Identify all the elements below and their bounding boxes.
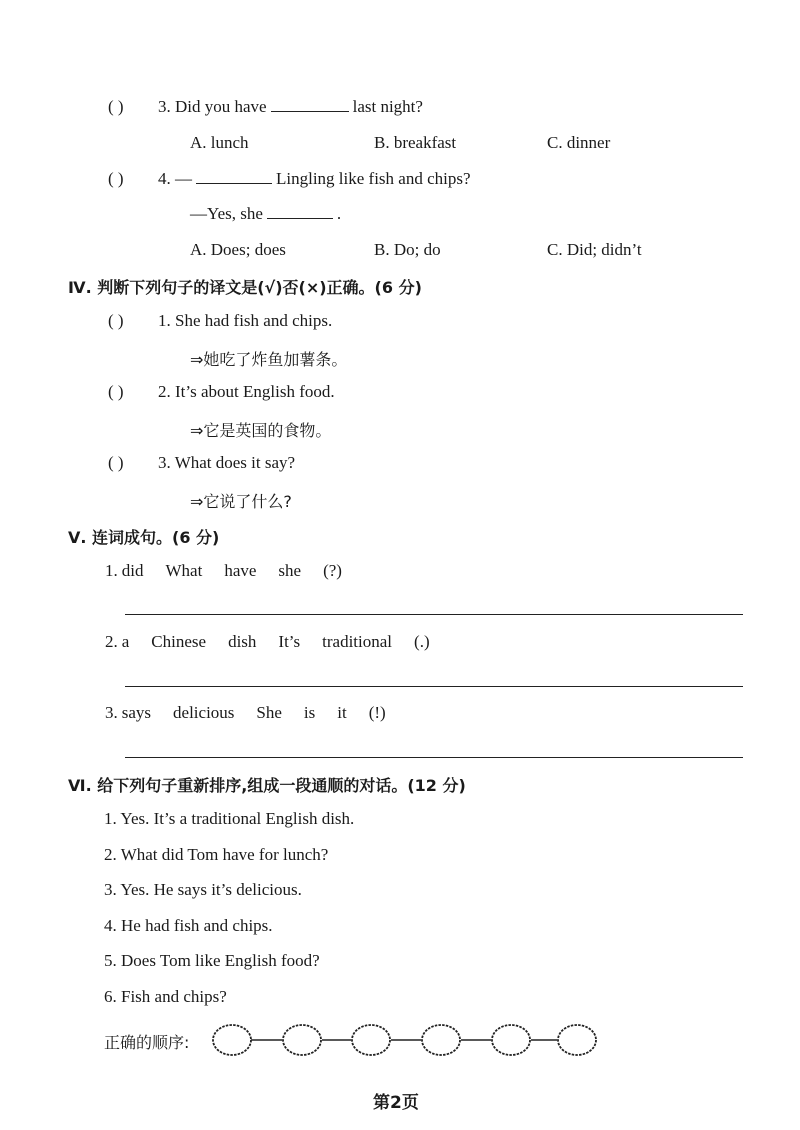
dialogue-sentence: 6. Fish and chips? [104,987,227,1006]
fill-blank[interactable] [196,169,272,184]
dialogue-sentence: 2. What did Tom have for lunch? [104,845,329,864]
word: is [303,703,316,722]
word: it [337,703,347,722]
sentence-zh: ⇒它是英国的食物。 [190,421,332,440]
dialogue-sentence: 1. Yes. It’s a traditional English dish. [104,809,355,828]
question-text: Lingling like fish and chips? [276,169,471,188]
word: Chinese [151,632,207,651]
question-text: —Yes, she [190,204,263,223]
option-b[interactable]: B. breakfast [374,133,457,152]
order-label: 正确的顺序: [104,1033,190,1052]
section-4-heading: Ⅳ. 判断下列句子的译文是(√)否(×)正确。(6 分) [68,278,422,297]
option-b[interactable]: B. Do; do [374,240,441,259]
answer-paren[interactable]: ( ) [108,453,124,472]
section-5-heading: Ⅴ. 连词成句。(6 分) [68,528,220,547]
sentence-en: 1. She had fish and chips. [158,311,333,330]
word: a [121,632,130,651]
word: says [121,703,152,722]
sentence-en: 2. It’s about English food. [158,382,335,401]
answer-paren[interactable]: ( ) [108,97,124,116]
answer-line[interactable] [125,757,743,758]
answer-oval[interactable] [213,1025,251,1055]
answer-paren[interactable]: ( ) [108,169,124,188]
word: What [165,561,203,580]
word: dish [228,632,257,651]
answer-oval[interactable] [352,1025,390,1055]
word: (?) [323,561,342,580]
page-number: 第2页 [373,1093,419,1113]
word: have [224,561,257,580]
word: traditional [322,632,393,651]
answer-oval[interactable] [558,1025,596,1055]
sentence-en: 3. What does it say? [158,453,296,472]
answer-paren[interactable]: ( ) [108,382,124,401]
option-a[interactable]: A. Does; does [190,240,286,259]
item-number: 3. [105,703,118,722]
section-6-heading: Ⅵ. 给下列句子重新排序,组成一段通顺的对话。(12 分) [68,776,466,795]
question-text: last night? [352,97,423,116]
answer-oval[interactable] [422,1025,460,1055]
order-answer-chain [205,1020,605,1060]
dialogue-sentence: 4. He had fish and chips. [104,916,273,935]
sentence-zh: ⇒她吃了炸鱼加薯条。 [190,350,348,369]
word: (!) [368,703,386,722]
dialogue-sentence: 5. Does Tom like English food? [104,951,320,970]
option-c[interactable]: C. dinner [547,133,611,152]
word: It’s [278,632,301,651]
question-text: . [336,204,342,223]
answer-oval[interactable] [283,1025,321,1055]
question-4-reply [190,204,341,224]
question-text: 4. — [158,169,192,188]
word: delicious [173,703,235,722]
item-number: 1. [105,561,118,580]
item-number: 2. [105,632,118,651]
word-scramble-1 [105,561,364,581]
option-a[interactable]: A. lunch [190,133,249,152]
answer-line[interactable] [125,686,743,687]
option-c[interactable]: C. Did; didn’t [547,240,642,259]
word: (.) [414,632,430,651]
word-scramble-3 [105,703,408,723]
word: she [278,561,302,580]
question-4 [158,169,471,189]
dialogue-sentence: 3. Yes. He says it’s delicious. [104,880,302,899]
fill-blank[interactable] [267,204,333,219]
answer-paren[interactable]: ( ) [108,311,124,330]
word-scramble-2 [105,632,452,652]
question-3 [158,97,423,117]
answer-oval[interactable] [492,1025,530,1055]
answer-line[interactable] [125,614,743,615]
word: She [256,703,282,722]
question-text: 3. Did you have [158,97,267,116]
word: did [121,561,144,580]
sentence-zh: ⇒它说了什么? [190,492,292,511]
fill-blank[interactable] [271,97,349,112]
